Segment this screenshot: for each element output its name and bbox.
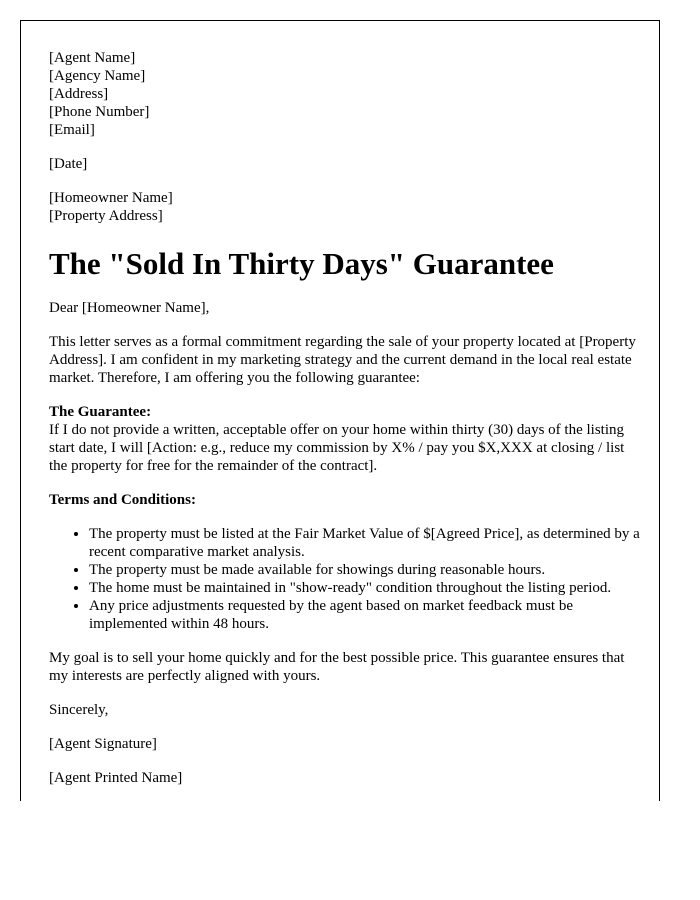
letter-content: [49, 49, 641, 801]
terms-list: [49, 525, 641, 633]
terms-item: • The property must be made available for showings during reasonable hours.: [89, 561, 641, 579]
sender-block: [49, 49, 641, 139]
agent-signature: [Agent Signature]: [49, 736, 157, 752]
agent-printed-name: [Agent Printed Name]: [49, 770, 183, 786]
signoff: Sincerely,: [49, 702, 109, 718]
sender-address: [Address]: [49, 86, 109, 102]
sender-email: [Email]: [49, 122, 95, 138]
terms-item: • The property must be listed at the Fair Market Value of $[Agreed Price], as determined by a recent comparative market analysis.: [89, 525, 641, 561]
guarantee-heading: The Guarantee:: [49, 404, 152, 420]
guarantee-section: [49, 403, 641, 475]
recipient-name: [Homeowner Name]: [49, 190, 173, 206]
salutation: Dear [Homeowner Name],: [49, 300, 210, 316]
recipient-block: [49, 189, 641, 225]
sender-agency-name: [Agency Name]: [49, 68, 146, 84]
terms-item: • The home must be maintained in "show-ready" condition throughout the listing period.: [89, 579, 641, 597]
letter-date: [Date]: [49, 156, 88, 172]
terms-item: • Any price adjustments requested by the agent based on market feedback must be implemented within 48 hours.: [89, 597, 641, 633]
sender-phone: [Phone Number]: [49, 104, 150, 120]
guarantee-text: If I do not provide a written, acceptable offer on your home within thirty (30) days of the listing start date, I will [Action: e.g., reduce my commission by X% / pay you $X,XXX at closing / list the property for free for the remainder of the contract].: [49, 422, 625, 474]
letter-title: The "Sold In Thirty Days" Guarantee: [49, 246, 554, 281]
recipient-property-address: [Property Address]: [49, 208, 163, 224]
date-block: [49, 155, 641, 173]
letter-page: [20, 20, 660, 801]
terms-heading: Terms and Conditions:: [49, 492, 196, 508]
intro-paragraph: This letter serves as a formal commitment regarding the sale of your property located at [Property Address]. I am confident in my marketing strategy and the current demand in the local real estate market. Therefore, I am offering you the following guarantee:: [49, 334, 636, 386]
sender-agent-name: [Agent Name]: [49, 50, 136, 66]
closing-paragraph: My goal is to sell your home quickly and for the best possible price. This guarantee ensures that my interests are perfectly aligned with yours.: [49, 650, 625, 684]
